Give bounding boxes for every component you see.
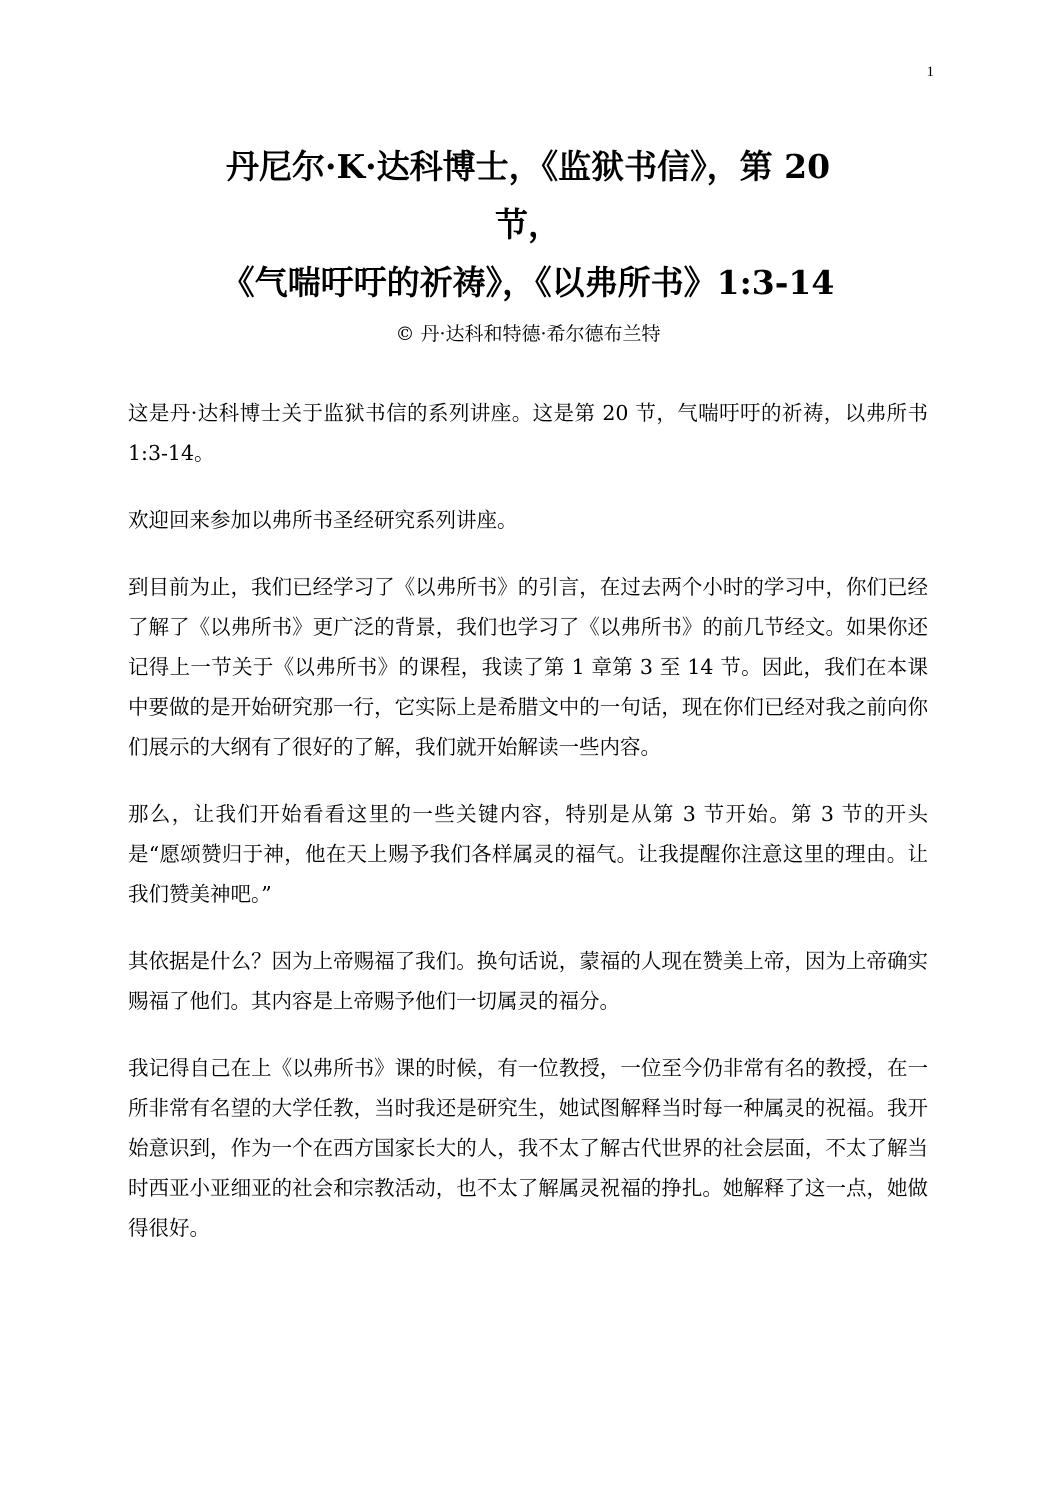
paragraph: 这是丹·达科博士关于监狱书信的系列讲座。这是第 20 节，气喘吁吁的祈祷，以弗所书 1:3-14。	[128, 401, 928, 465]
body-text	[128, 393, 928, 1275]
page-number: 1	[926, 64, 934, 80]
document-title	[128, 138, 928, 348]
title-line-1: 丹尼尔·K·达科博士，《监狱书信》，第 20	[225, 147, 831, 186]
paragraph: 欢迎回来参加以弗所书圣经研究系列讲座。	[128, 508, 518, 532]
paragraph: 那么，让我们开始看看这里的一些关键内容，特别是从第 3 节开始。第 3 节的开头是“愿颂赞归于神，他在天上赐予我们各样属灵的福气。让我提醒你注意这里的理由。让我们赞美神吧。”	[128, 802, 928, 906]
paragraph: 我记得自己在上《以弗所书》课的时候，有一位教授，一位至今仍非常有名的教授，在一所非常有名望的大学任教，当时我还是研究生，她试图解释当时每一种属灵的祝福。我开始意识到，作为一个在西方国家长大的人，我不太了解古代世界的社会层面，不太了解当时西亚小亚细亚的社会和宗教活动，也不太了解属灵祝福的挣扎。她解释了这一点，她做得很好。	[128, 1056, 928, 1240]
title-line-3: 《气喘吁吁的祈祷》，《以弗所书》1:3-14	[221, 263, 835, 302]
copyright-notice: © 丹·达科和特德·希尔德布兰特	[395, 323, 661, 345]
title-line-2: 节，	[495, 205, 561, 244]
paragraph: 到目前为止，我们已经学习了《以弗所书》的引言，在过去两个小时的学习中，你们已经了解了《以弗所书》更广泛的背景，我们也学习了《以弗所书》的前几节经文。如果你还记得上一节关于《以弗所书》的课程，我读了第 1 章第 3 至 14 节。因此，我们在本课中要做的是开始研究那一行，它实际上是希腊文中的一句话，现在你们已经对我之前向你们展示的大纲有了很好的了解，我们就开始解读一些内容。	[128, 575, 928, 759]
paragraph: 其依据是什么？因为上帝赐福了我们。换句话说，蒙福的人现在赞美上帝，因为上帝确实赐福了他们。其内容是上帝赐予他们一切属灵的福分。	[128, 949, 928, 1013]
